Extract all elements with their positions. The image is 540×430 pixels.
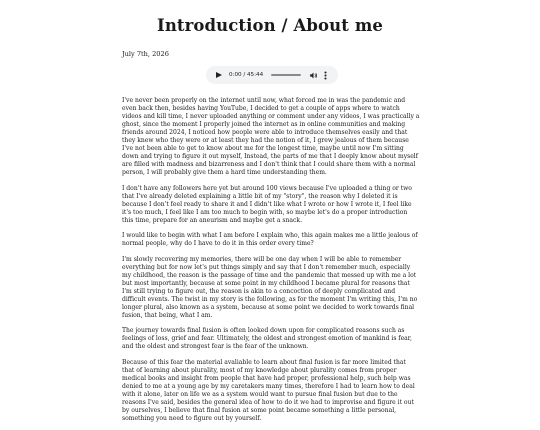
audio-time: 0:00 / 45:44	[229, 72, 264, 78]
volume-icon[interactable]	[309, 71, 318, 80]
post-body	[122, 97, 420, 430]
audio-progress-track[interactable]	[271, 74, 301, 76]
page-title: Introduction / About me	[157, 16, 383, 35]
paragraph: The journey towards final fusion is often looked down upon for complicated reasons such as feelings of loss, grief and fear. Ultimately, the oldest and strongest emotion of mankind is fear, and the oldest and strongest fear is the fear of the unknown.	[122, 327, 412, 350]
more-options-icon[interactable]	[324, 71, 327, 80]
paragraph: I would like to begin with what I am before I explain who, this again makes me a little jealous of normal people, why do I have to do it in this order every time?	[122, 232, 418, 247]
play-icon[interactable]	[216, 72, 222, 78]
paragraph: Because of this fear the material avaliable to learn about final fusion is far more limited that that of learning about plurality, most of my knowledge about plurality comes from proper medical books and insight from people that have had proper, professional help, such help was denied to me at a young age by my caretakers many times, therefore I had to learn how to deal with it alone, later on life we as a system would want to pursue final fusion but due to the reasons I've said, besides the general idea of how to do it we had to improvise and figure it out by ourselves, I believe that final fusion at some point became something a little personal, something you need to figure out by yourself.	[122, 358, 415, 422]
post-date: July 7th, 2026	[122, 50, 169, 58]
audio-player[interactable]	[206, 66, 338, 84]
paragraph: I don't have any followers here yet but around 100 views because I've uploaded a thing or two that I've already deleted explaining a little bit of my "story", the reason why I deleted it is because I don't feel ready to share it and I didn't like what I wrote or how I wrote it, I feel like it's too much, I feel like I am too much to begin with, so maybe let's do a proper introduction this time, prepare for an aneurism and maybe get a snack.	[122, 184, 412, 224]
paragraph: I'm slowly recovering my memories, there will be one day when I will be able to remember everything but for now let's put things simply and say that I don't remember much, especially my childhood, the reason is the passage of time and the pandemic that messed up with me a lot but most importantly, because at some point in my childhood I became plural for reasons that I'm still trying to figure out, the reason is akin to a concoction of deeply complicated and difficult events. The twist in my story is the following, as for the moment I'm writing this, I'm no longer plural, also known as a system, because at some point we decided to work towards final fusion, that being, what I am.	[122, 255, 418, 319]
paragraph: I've never been properly on the internet until now, what forced me in was the pandemic and even back then, besides having YouTube, I decided to get a couple of apps where to watch videos and kill time, I never uploaded anything or comment under any videos, I was practically a ghost, since the moment I properly joined the internet as in online communities and making friends around 2024, I noticed how people were able to introduce themselves easily and that they knew who they were or at least they had the notion of it, I grew jealous of them because I've not been able to get to know about me for the longest time, maybe until now I'm sitting down and trying to figure it out myself, Instead, the parts of me that I deeply know about myself are filled with madness and bizarreness and I don't think that I could share them with a normal person, I will probably give them a hard time understanding them.	[122, 97, 420, 176]
